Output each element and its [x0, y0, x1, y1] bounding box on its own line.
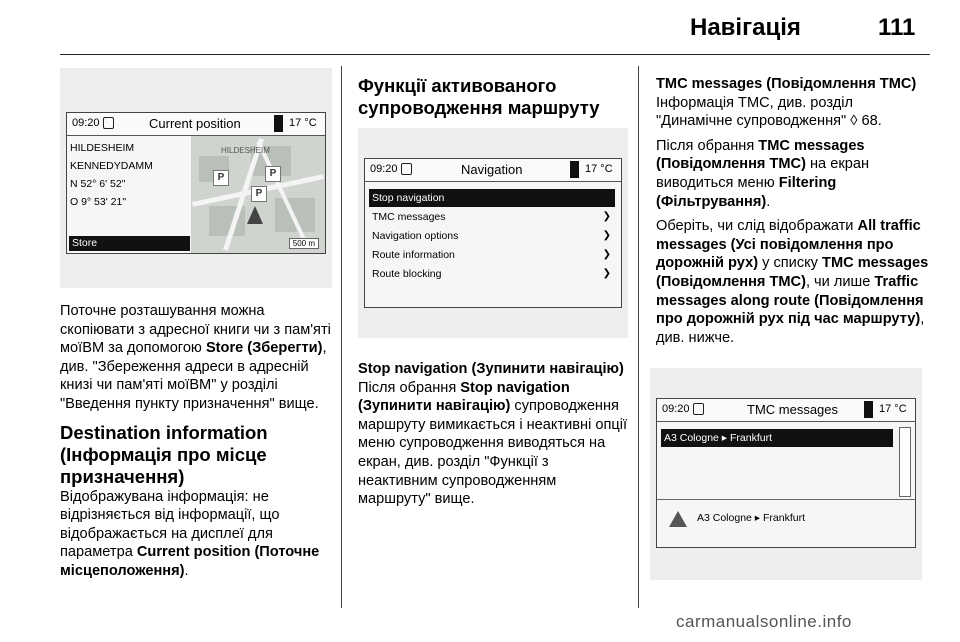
temperature: 17 °C: [585, 163, 613, 175]
thermometer-icon: [864, 401, 873, 418]
chevron-right-icon: ❯: [602, 230, 611, 241]
column-divider-1: [341, 66, 342, 608]
paragraph: Інформація TMC, див. розділ "Динамічне супроводження" ◊ 68.: [656, 94, 882, 130]
screen-title: Navigation: [461, 162, 523, 177]
display-screen: [66, 112, 326, 254]
menu-item-route-information[interactable]: Route information ❯: [369, 246, 615, 264]
header-rule: [60, 54, 930, 55]
navigation-icon: [401, 163, 412, 175]
chevron-right-icon: ❯: [602, 211, 611, 222]
column-2-text: [358, 360, 630, 515]
watermark: carmanualsonline.info: [676, 612, 852, 631]
section-heading: Функції активованого супроводження маршруту: [358, 75, 600, 118]
menu-item-tmc-messages[interactable]: TMC messages ❯: [369, 208, 615, 226]
vehicle-position-icon: [247, 206, 263, 224]
navigation-icon: [693, 403, 704, 415]
current-position-screenshot: [60, 68, 332, 288]
navigation-icon: [103, 117, 114, 129]
scrollbar[interactable]: [899, 427, 911, 497]
map-scale: 500 m: [289, 238, 319, 249]
street-line: KENNEDYDAMM: [70, 160, 153, 172]
map-city-label: HILDESHEIM: [221, 146, 270, 155]
tmc-messages-screenshot: [650, 368, 922, 580]
menu-item-route-blocking[interactable]: Route blocking ❯: [369, 265, 615, 283]
parking-icon: P: [251, 186, 267, 202]
city-line: HILDESHEIM: [70, 142, 135, 154]
clock: 09:20: [662, 403, 690, 415]
navigation-menu-screenshot: [358, 128, 628, 338]
column-1-text: [60, 302, 332, 587]
temperature: 17 °C: [879, 403, 907, 415]
parking-icon: P: [265, 166, 281, 182]
tmc-detail-text: A3 Cologne ▸ Frankfurt: [697, 512, 805, 524]
chevron-right-icon: ❯: [602, 249, 611, 260]
chevron-right-icon: ❯: [602, 268, 611, 279]
column-divider-2: [638, 66, 639, 608]
temperature: 17 °C: [289, 117, 317, 129]
display-screen: [364, 158, 622, 308]
section-title: Навігація: [690, 14, 801, 41]
longitude-line: O 9° 53' 21": [70, 196, 127, 208]
paragraph: Поточне розташування можна скопіювати з адресної книги чи з пам'яті моїВМ за допомогою Store (Зберегти), див. "Збереження адреси в адресній книзі чи пам'яті моїВМ" у розділі "Введення пункту призначення" вище.: [60, 303, 331, 412]
divider: [657, 499, 915, 500]
column-3-text: [656, 75, 932, 353]
latitude-line: N 52° 6' 52": [70, 178, 126, 190]
display-screen: [656, 398, 916, 548]
thermometer-icon: [274, 115, 283, 132]
page-number: 111: [878, 14, 916, 41]
paragraph: Після обрання Stop navigation (Зупинити навігацію) супроводження маршруту вимикається і неактивні опції меню супроводження виводяться на екран, див. розділ "Функції з неактивним супроводженням маршруту" вище.: [358, 379, 628, 508]
screen-title: TMC messages: [747, 402, 839, 417]
status-bar: [365, 159, 621, 182]
clock: 09:20: [72, 117, 100, 129]
status-bar: [657, 399, 915, 422]
subheading: TMC messages (Повідомлення TMC): [656, 76, 917, 92]
thermometer-icon: [570, 161, 579, 178]
parking-icon: P: [213, 170, 229, 186]
clock: 09:20: [370, 163, 398, 175]
subheading: Stop navigation (Зупинити навігацію): [358, 361, 624, 377]
map-view[interactable]: [191, 136, 325, 253]
paragraph: Відображувана інформація: не відрізняється від інформації, що відображається на дисплеї для параметра Current position (Поточне місцеположення).: [60, 488, 320, 579]
section-heading: Destination information (Інформація про місце призначення): [60, 421, 268, 487]
store-button[interactable]: Store: [69, 236, 190, 251]
traffic-warning-icon: [669, 511, 687, 527]
screen-title: Current position: [149, 116, 241, 131]
paragraph: Оберіть, чи слід відображати All traffic messages (Усі повідомлення про дорожній рух) у списку TMC messages (Повідомлення TMC), чи лише Traffic messages along route (Повідомлення про дорожній рух під час маршруту), див. нижче.: [656, 218, 929, 346]
paragraph: Після обрання TMC messages (Повідомлення TMC) на екран виводиться меню Filtering (Фільтрування).: [656, 137, 870, 210]
status-bar: [67, 113, 325, 136]
address-lines: [70, 139, 153, 211]
tmc-message-item[interactable]: A3 Cologne ▸ Frankfurt: [661, 429, 893, 447]
menu-item-navigation-options[interactable]: Navigation options ❯: [369, 227, 615, 245]
menu-item-stop-navigation[interactable]: Stop navigation: [369, 189, 615, 207]
